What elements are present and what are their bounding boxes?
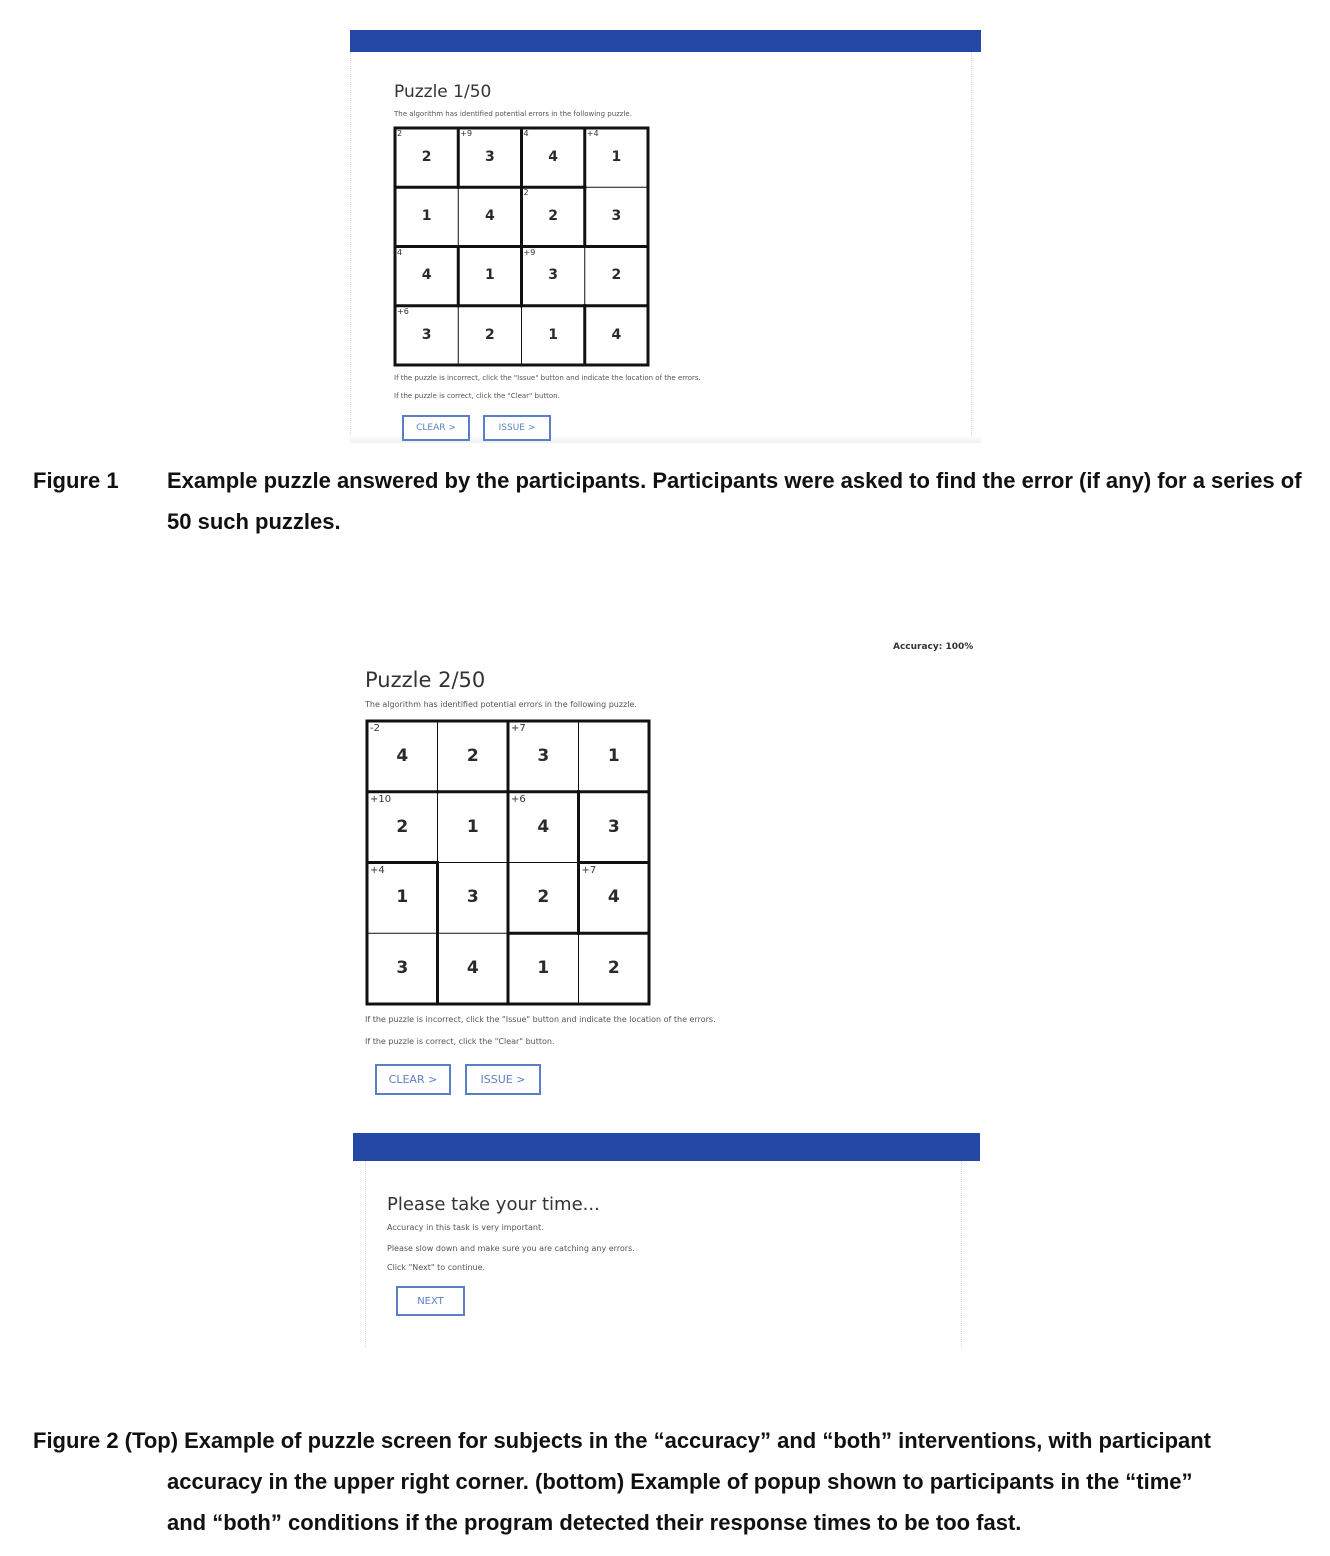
cell-value[interactable]: 2 xyxy=(537,887,550,908)
cell-value[interactable]: 2 xyxy=(421,148,432,165)
cell-value[interactable]: 2 xyxy=(548,208,558,225)
instruction-correct: If the puzzle is correct, click the "Clear" button. xyxy=(394,392,560,400)
clear-button[interactable]: CLEAR > xyxy=(402,415,470,441)
cage-label: 2 xyxy=(523,188,529,198)
cell-value[interactable]: 3 xyxy=(611,208,622,225)
cell-value[interactable]: 1 xyxy=(607,745,620,766)
panel-edge xyxy=(961,1161,962,1348)
cage-label: -2 xyxy=(370,723,380,734)
cage-label: +4 xyxy=(586,129,599,138)
cell-value[interactable]: 1 xyxy=(485,267,495,284)
instruction-incorrect: If the puzzle is incorrect, click the "Issue" button and indicate the location of the errors. xyxy=(365,1015,716,1024)
figure2-caption-line-1: Figure 2 (Top) Example of puzzle screen for subjects in the “accuracy” and “both” interventions, with participant xyxy=(33,1428,1212,1453)
panel-edge xyxy=(350,52,351,443)
cage-label: +7 xyxy=(581,864,597,876)
cage-label: +9 xyxy=(460,129,473,138)
cell-value[interactable]: 3 xyxy=(537,745,550,766)
cell-value[interactable]: 1 xyxy=(548,326,558,343)
cell-value[interactable]: 1 xyxy=(466,816,479,837)
panel-edge xyxy=(971,52,972,443)
cage-label: +6 xyxy=(511,793,526,805)
popup-line-3: Click "Next" to continue. xyxy=(387,1263,486,1272)
cell-value[interactable]: 4 xyxy=(485,208,495,225)
cage-label: +7 xyxy=(511,723,526,734)
cage-label: +4 xyxy=(370,864,385,876)
next-button[interactable]: NEXT xyxy=(396,1286,465,1316)
cell-value[interactable]: 3 xyxy=(548,267,558,284)
issue-button[interactable]: ISSUE > xyxy=(483,415,551,441)
cell-value[interactable]: 1 xyxy=(611,148,622,165)
puzzle-grid xyxy=(367,721,649,1004)
cell-value[interactable]: 3 xyxy=(466,887,479,908)
figure1-header-bar xyxy=(350,30,981,52)
cell-value[interactable]: 3 xyxy=(396,958,409,979)
popup-title: Please take your time... xyxy=(387,1194,600,1215)
cell-value[interactable]: 1 xyxy=(396,887,409,908)
popup-line-1: Accuracy in this task is very important. xyxy=(387,1223,544,1232)
cell-value[interactable]: 2 xyxy=(466,745,479,766)
cell-value[interactable]: 2 xyxy=(607,958,620,979)
cage-label: +10 xyxy=(370,793,392,805)
cage-label: +6 xyxy=(397,306,409,316)
clear-button[interactable]: CLEAR > xyxy=(375,1064,451,1095)
puzzle-title: Puzzle 1/50 xyxy=(394,82,492,102)
cell-value[interactable]: 4 xyxy=(548,148,558,165)
figure1-caption-text: Example puzzle answered by the participants. Participants were asked to find the error (if any) for a series of 50 such puzzles. xyxy=(167,468,1302,534)
figure2-puzzle-screenshot xyxy=(355,633,985,1108)
cell-value[interactable]: 4 xyxy=(396,745,409,766)
cell-value[interactable]: 4 xyxy=(537,816,550,837)
cage-label: 2 xyxy=(397,129,403,138)
figure2-popup-screenshot xyxy=(353,1133,980,1348)
puzzle-subtitle: The algorithm has identified potential errors in the following puzzle. xyxy=(394,110,632,118)
cell-value[interactable]: 2 xyxy=(485,326,495,343)
figure1-caption-label: Figure 1 xyxy=(33,468,119,493)
cell-value[interactable]: 1 xyxy=(537,958,550,979)
cage-label: 4 xyxy=(397,247,403,257)
cell-value[interactable]: 4 xyxy=(421,267,432,284)
cage-label: +9 xyxy=(523,247,536,257)
puzzle-grid xyxy=(395,128,648,365)
instruction-incorrect: If the puzzle is incorrect, click the "Issue" button and indicate the location of the errors. xyxy=(394,374,701,382)
puzzle-subtitle: The algorithm has identified potential errors in the following puzzle. xyxy=(365,700,637,709)
popup-line-2: Please slow down and make sure you are catching any errors. xyxy=(387,1244,635,1253)
figure1-screenshot xyxy=(350,30,981,443)
panel-edge xyxy=(365,1161,366,1348)
issue-button[interactable]: ISSUE > xyxy=(465,1064,541,1095)
cage-label: 4 xyxy=(523,129,529,138)
cell-value[interactable]: 1 xyxy=(421,208,432,225)
cell-value[interactable]: 2 xyxy=(611,267,622,284)
cell-value[interactable]: 2 xyxy=(396,816,409,837)
cell-value[interactable]: 4 xyxy=(611,326,622,343)
popup-header-bar xyxy=(353,1133,980,1161)
cell-value[interactable]: 3 xyxy=(607,816,620,837)
figure2-caption-line-2: accuracy in the upper right corner. (bottom) Example of popup shown to participants in the “time” xyxy=(167,1469,1193,1494)
cell-value[interactable]: 3 xyxy=(421,326,432,343)
accuracy-readout: Accuracy: 100% xyxy=(893,642,974,652)
figure2-caption-line-3: and “both” conditions if the program detected their response times to be too fast. xyxy=(167,1510,1022,1535)
puzzle-title: Puzzle 2/50 xyxy=(365,668,486,692)
cell-value[interactable]: 4 xyxy=(466,958,479,979)
instruction-correct: If the puzzle is correct, click the "Clear" button. xyxy=(365,1037,555,1046)
cell-value[interactable]: 3 xyxy=(485,148,495,165)
cell-value[interactable]: 4 xyxy=(607,887,620,908)
